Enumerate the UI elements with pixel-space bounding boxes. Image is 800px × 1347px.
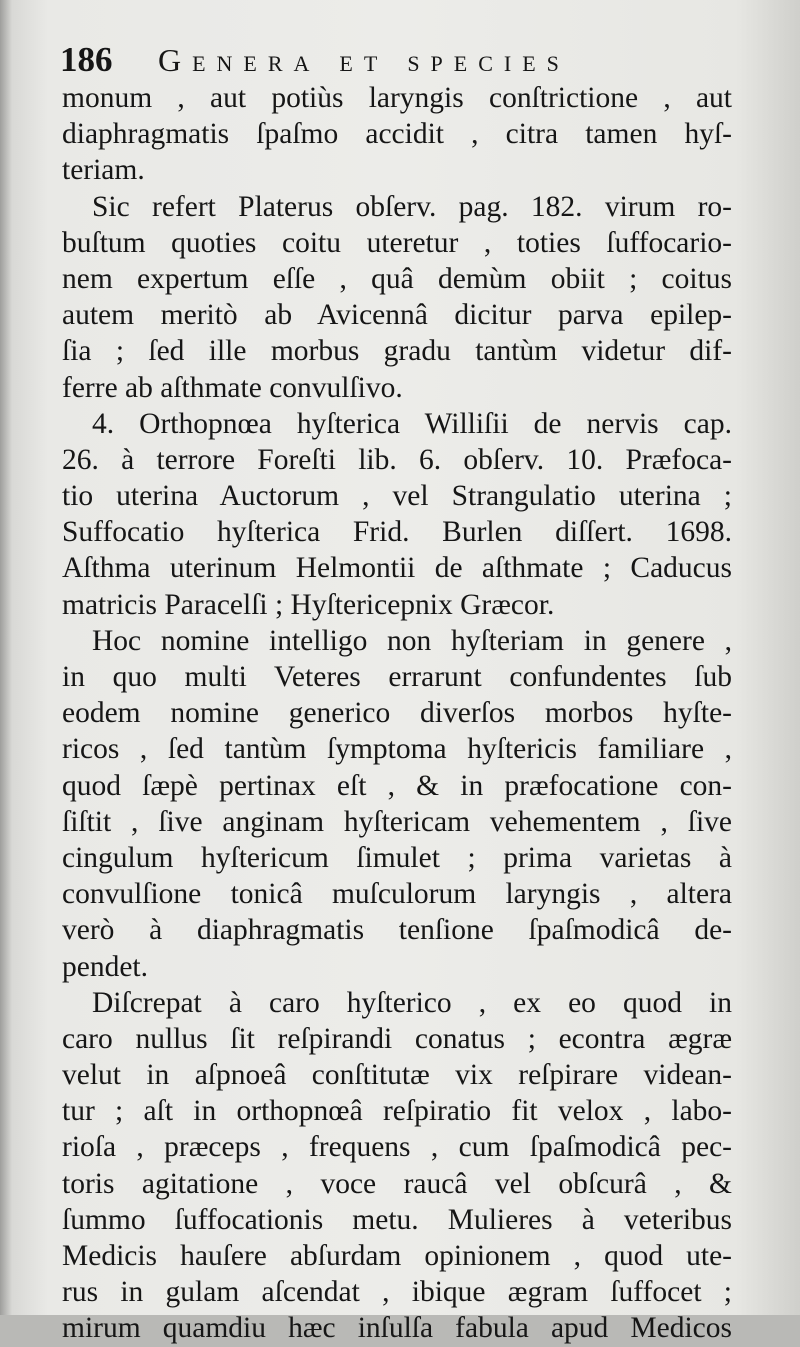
text-line: Suffocatio hyſterica Frid. Burlen diſſert. 1698. (62, 516, 732, 549)
text-line: Diſcrepat à caro hyſterico , ex eo quod in (92, 986, 732, 1019)
text-line: toris agitatione , voce raucâ vel obſcurâ , & (62, 1167, 732, 1200)
text-line: ſiſtit , ſive anginam hyſtericam vehementem , ſive (62, 805, 732, 838)
text-line: ſummo ſuffocationis metu. Mulieres à veteribus (62, 1203, 732, 1236)
text-line: matricis Paracelſi ; Hyſtericepnix Græcor. (62, 588, 555, 621)
text-line: Aſthma uterinum Helmontii de aſthmate ; Caducus (62, 552, 732, 585)
text-line: Hoc nomine intelligo non hyſteriam in genere , (92, 624, 732, 657)
text-line: velut in aſpnoeâ conſtitutæ vix reſpirare videan- (62, 1059, 732, 1092)
text-line: diaphragmatis ſpaſmo accidit , citra tamen hyſ- (62, 118, 732, 151)
text-line: tur ; aſt in orthopnœâ reſpiratio fit velox , labo- (62, 1095, 732, 1128)
text-line: quod ſæpè pertinax eſt , & in præfocatione con- (62, 769, 732, 802)
running-title: Genera et species (158, 42, 570, 78)
text-line: Sic refert Platerus obſerv. pag. 182. virum ro- (92, 190, 732, 223)
text-line: ricos , ſed tantùm ſymptoma hyſtericis familiare , (62, 733, 732, 766)
text-line: 26. à terrore Foreſti lib. 6. obſerv. 10. Præfoca- (62, 443, 732, 476)
text-line: pendet. (62, 950, 149, 983)
text-line: in quo multi Veteres errarunt confundentes ſub (62, 661, 732, 693)
paragraph-1 (62, 80, 732, 189)
text-line: ferre ab aſthmate convulſivo. (62, 371, 403, 404)
text-line: teriam. (62, 154, 145, 187)
paragraph-5 (62, 985, 732, 1347)
text-line: buſtum quoties coitu uteretur , toties ſuffocario- (62, 226, 732, 259)
text-line: ſia ; ſed ille morbus gradu tantùm videtur dif- (62, 335, 732, 368)
text-line: nem expertum eſſe , quâ demùm obiit ; coitus (62, 262, 732, 295)
text-line: cingulum hyſtericum ſimulet ; prima varietas à (62, 841, 732, 874)
paragraph-4 (62, 623, 732, 985)
text-line: caro nullus ſit reſpirandi conatus ; econtra ægræ (62, 1022, 732, 1055)
text-line: 4. Orthopnœa hyſterica Williſii de nervis cap. (92, 407, 732, 440)
text-line: rioſa , præceps , frequens , cum ſpaſmodicâ pec- (62, 1131, 732, 1164)
text-line: eodem nomine generico diverſos morbos hyſte- (62, 697, 732, 730)
text-line: tio uterina Auctorum , vel Strangulatio uterina ; (62, 480, 732, 513)
paragraph-3 (62, 406, 732, 623)
text-line: rus in gulam aſcendat , ibique ægram ſuffocet ; (62, 1276, 732, 1309)
text-line: verò à diaphragmatis tenſione ſpaſmodicâ de- (62, 914, 732, 947)
text-line: mirum quamdiu hæc inſulſa fabula apud Medicos (62, 1312, 732, 1345)
body-text (62, 80, 732, 1347)
text-line: autem meritò ab Avicennâ dicitur parva epilep- (62, 299, 732, 332)
page-header (60, 38, 740, 82)
page-gutter-shadow (0, 0, 12, 1315)
text-line: convulſione tonicâ muſculorum laryngis , altera (62, 878, 732, 911)
text-line: monum , aut potiùs laryngis conſtrictione , aut (62, 82, 732, 114)
page-number: 186 (60, 40, 113, 79)
text-line: Medicis hauſere abſurdam opinionem , quod ute- (62, 1240, 732, 1272)
paragraph-2 (62, 189, 732, 406)
